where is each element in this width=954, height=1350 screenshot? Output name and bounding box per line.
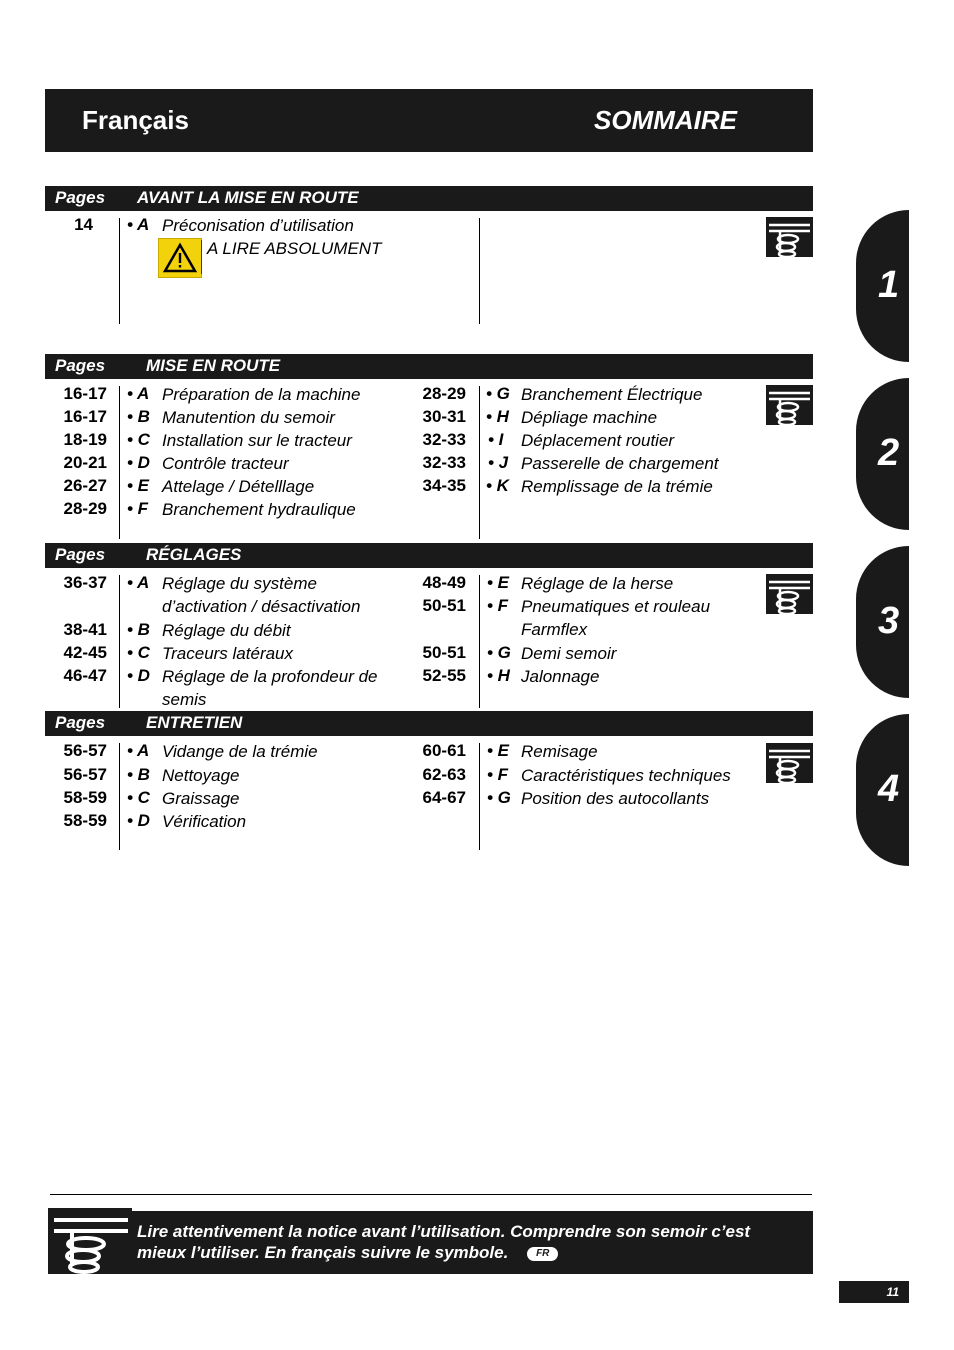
page-range: 28-29 (422, 384, 466, 403)
toc-item[interactable]: Déplacement routier (521, 431, 675, 450)
divider (479, 575, 480, 708)
page-range: 58-59 (63, 811, 107, 830)
divider (119, 386, 120, 539)
toc-item[interactable]: Pneumatiques et rouleau (521, 597, 711, 616)
divider (479, 218, 480, 324)
page-range: 50-51 (422, 643, 466, 662)
toc-item-continued: d’activation / désactivation (162, 597, 361, 616)
page-range: 26-27 (63, 476, 107, 495)
item-letter: • A (127, 215, 150, 234)
toc-item[interactable]: Réglage du débit (162, 621, 291, 640)
item-letter: • E (487, 741, 510, 760)
page-range: 16-17 (63, 384, 107, 403)
toc-item[interactable]: Préconisation d’utilisation (162, 216, 354, 235)
page-range: 14 (74, 215, 93, 234)
section-title: MISE EN ROUTE (146, 356, 281, 375)
item-letter: • I (488, 430, 504, 449)
header-bar (45, 89, 813, 152)
toc-item[interactable]: Remplissage de la trémie (521, 477, 713, 496)
pointing-hand-icon (766, 217, 813, 257)
item-letter: • D (127, 666, 150, 685)
section-bar-avant (45, 186, 813, 211)
divider (119, 575, 120, 708)
page-range: 28-29 (63, 499, 107, 518)
item-letter: • C (127, 643, 150, 662)
chapter-tab-4[interactable] (856, 714, 909, 866)
page-range: 48-49 (422, 573, 466, 592)
toc-item[interactable]: Vidange de la trémie (162, 742, 318, 761)
page-range: 36-37 (63, 573, 107, 592)
page-range: 58-59 (63, 788, 107, 807)
warning-triangle-icon (158, 238, 202, 278)
page-range: 20-21 (63, 453, 107, 472)
item-letter: • A (127, 573, 150, 592)
toc-item[interactable]: Attelage / Dételllage (162, 477, 315, 496)
pages-label: Pages (55, 356, 106, 375)
item-letter: • C (127, 430, 150, 449)
item-letter: • E (487, 573, 510, 592)
toc-item[interactable]: Branchement Électrique (521, 385, 703, 404)
item-letter: • B (127, 620, 150, 639)
page-number-box (839, 1281, 909, 1303)
divider (479, 386, 480, 539)
item-letter: • F (487, 765, 509, 784)
page-range: 16-17 (63, 407, 107, 426)
divider (119, 218, 120, 324)
toc-item[interactable]: Réglage de la herse (521, 574, 674, 593)
chapter-tab-1[interactable] (856, 210, 909, 362)
section-title: AVANT LA MISE EN ROUTE (137, 188, 359, 207)
footer-line-2: mieux l’utiliser. En français suivre le symbole. (137, 1243, 509, 1262)
item-letter: • D (127, 811, 150, 830)
item-letter: • G (487, 643, 511, 662)
toc-item[interactable]: Dépliage machine (521, 408, 658, 427)
section-title: ENTRETIEN (146, 713, 243, 732)
item-letter: • G (486, 384, 510, 403)
toc-item[interactable]: Branchement hydraulique (162, 500, 356, 519)
section-bar-entretien (45, 711, 813, 736)
page-range: 42-45 (63, 643, 107, 662)
pointing-hand-icon (766, 385, 813, 425)
item-letter: • K (486, 476, 509, 495)
pages-label: Pages (55, 188, 106, 207)
item-letter: • B (127, 407, 150, 426)
item-letter: • F (127, 499, 149, 518)
toc-item[interactable]: Manutention du semoir (162, 408, 335, 427)
toc-item[interactable]: Position des autocollants (521, 789, 710, 808)
page-title: SOMMAIRE (594, 105, 737, 135)
toc-item-continued: Farmflex (521, 620, 588, 639)
toc-item[interactable]: Contrôle tracteur (162, 454, 289, 473)
item-letter: • F (487, 596, 509, 615)
pointing-hand-icon (48, 1208, 132, 1274)
section-bar-mise-en-route (45, 354, 813, 379)
page-range: 38-41 (63, 620, 107, 639)
page-range: 18-19 (63, 430, 107, 449)
divider (479, 743, 480, 850)
page-range: 56-57 (63, 741, 107, 760)
page-range: 50-51 (422, 596, 466, 615)
item-letter: • G (487, 788, 511, 807)
page-number: 11 (886, 1285, 899, 1299)
toc-item[interactable]: Préparation de la machine (162, 385, 361, 404)
page-range: 30-31 (422, 407, 466, 426)
item-letter: • A (127, 741, 150, 760)
footer-note (132, 1211, 813, 1274)
item-letter: • H (487, 666, 510, 685)
page-range: 62-63 (422, 765, 466, 784)
toc-item[interactable]: Installation sur le tracteur (162, 431, 352, 450)
language-label: Français (82, 105, 189, 135)
toc-item[interactable]: Réglage de la profondeur de (162, 667, 378, 686)
warning-divider (201, 240, 202, 274)
pages-label: Pages (55, 713, 106, 732)
warning-text: A LIRE ABSOLUMENT (207, 239, 382, 258)
toc-item[interactable]: Caractéristiques techniques (521, 766, 731, 785)
toc-item[interactable]: Réglage du système (162, 574, 317, 593)
toc-item[interactable]: Jalonnage (521, 667, 600, 686)
toc-item[interactable]: Demi semoir (521, 644, 617, 663)
pointing-hand-icon (766, 743, 813, 783)
section-title: RÉGLAGES (146, 545, 242, 564)
page-range: 32-33 (422, 453, 466, 472)
page-range: 52-55 (422, 666, 466, 685)
page-range: 32-33 (422, 430, 466, 449)
toc-item[interactable]: Remisage (521, 742, 598, 761)
item-letter: • B (127, 765, 150, 784)
footer-rule (50, 1194, 812, 1195)
item-letter: • H (486, 407, 509, 426)
item-letter: • A (127, 384, 150, 403)
chapter-tab-3[interactable] (856, 546, 909, 698)
tab-number: 4 (878, 768, 900, 810)
section-bar-reglages (45, 543, 813, 568)
footer-line-1: Lire attentivement la notice avant l’utilisation. Comprendre son semoir c’est (137, 1222, 751, 1241)
page-range: 60-61 (422, 741, 466, 760)
toc-item[interactable]: Traceurs latéraux (162, 644, 294, 663)
page-range: 64-67 (422, 788, 466, 807)
chapter-tab-2[interactable] (856, 378, 909, 530)
item-letter: • D (127, 453, 150, 472)
toc-item[interactable]: Vérification (162, 812, 247, 831)
toc-item[interactable]: Nettoyage (162, 766, 240, 785)
item-letter: • C (127, 788, 150, 807)
toc-item[interactable]: Passerelle de chargement (521, 454, 719, 473)
item-letter: • J (488, 453, 509, 472)
page-range: 56-57 (63, 765, 107, 784)
divider (119, 743, 120, 850)
item-letter: • E (127, 476, 150, 495)
tab-number: 3 (878, 600, 900, 642)
tab-number: 1 (878, 264, 900, 306)
page-range: 34-35 (422, 476, 466, 495)
pointing-hand-icon (766, 574, 813, 614)
toc-item-continued: semis (162, 690, 207, 709)
page-range: 46-47 (63, 666, 107, 685)
fr-badge: FR (527, 1247, 558, 1261)
pages-label: Pages (55, 545, 106, 564)
toc-item[interactable]: Graissage (162, 789, 240, 808)
tab-number: 2 (878, 432, 900, 474)
